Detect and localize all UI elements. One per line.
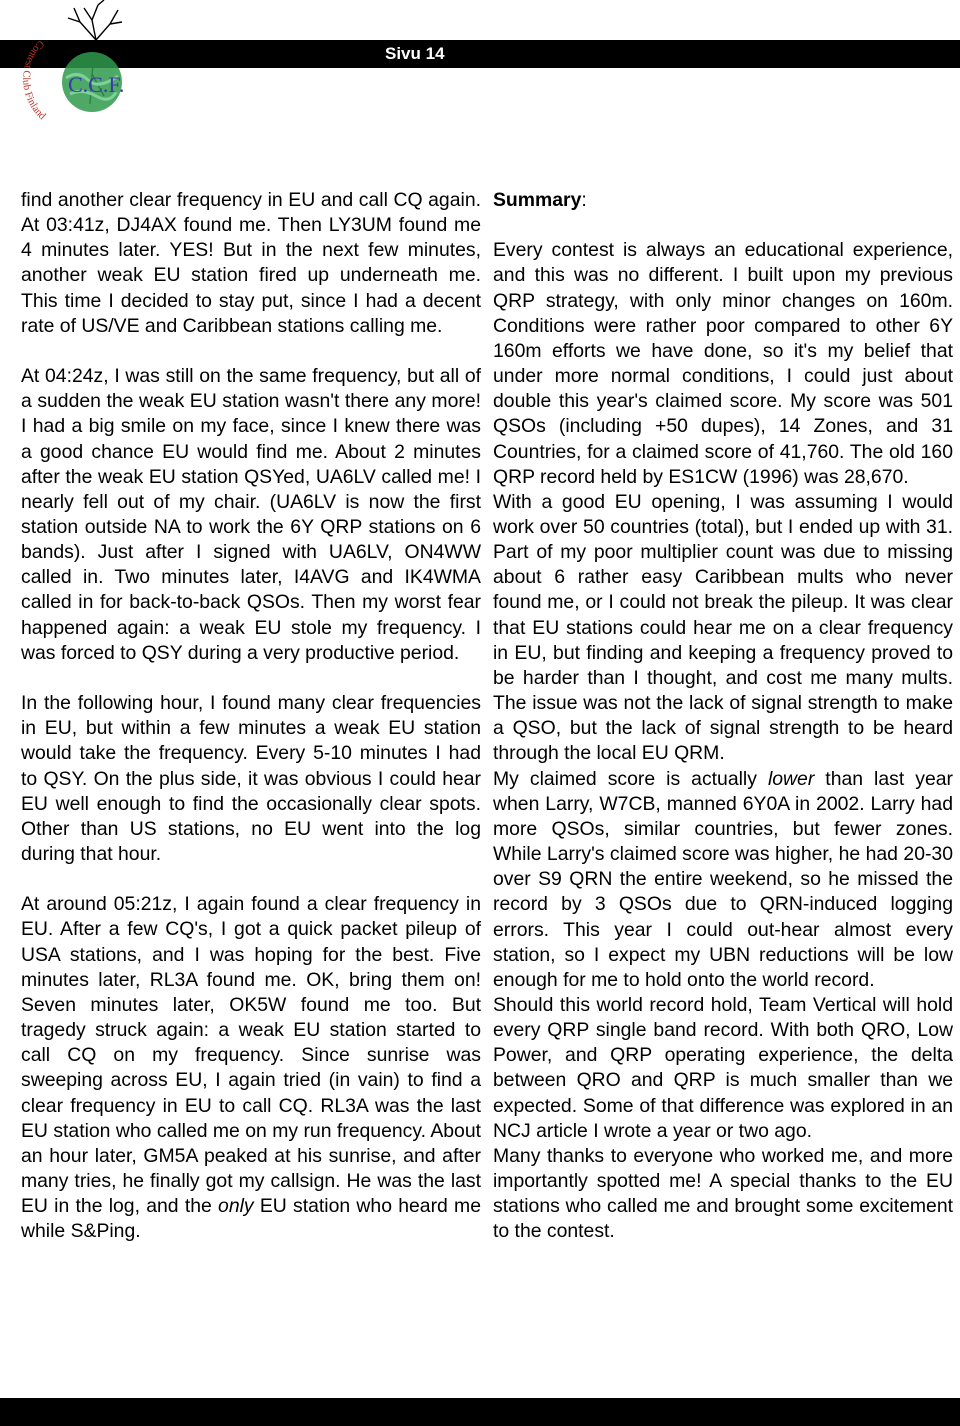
logo-ring-text: Contest Club Finland bbox=[20, 37, 48, 123]
text-run: My claimed score is actually bbox=[493, 767, 768, 790]
text-run: At around 05:21z, I again found a clear frequency in EU. After a few CQ's, I got a quick packet pileup of USA stations, and I was hoping for the best. Five minutes later, RL3A found me. OK, bring them on! Seven minutes later, OK5W found me too. But tragedy struck again: a weak EU station started to call CQ on my frequency. Since sunrise was sweeping across EU, I again tried (in vain) to find a clear frequency in EU to call CQ. RL3A was the last EU station who called me on my run frequency. About an hour later, GM5A peaked at his sunrise, and after many tries, he finally got my callsign. He was the last EU in the log, and the bbox=[21, 893, 481, 1218]
emphasis: only bbox=[218, 1195, 254, 1218]
summary-colon: : bbox=[581, 189, 587, 211]
paragraph: In the following hour, I found many clear frequencies in EU, but within a few minutes a weak EU station would take the frequency. Every 5-10 minutes I had to QSY. On the plus side, it was obvious I could hear EU well enough to find the occasionally clear spots. Other than US stations, no EU went into the log during that hour. bbox=[21, 692, 481, 866]
text-run: EU station who heard me while S&Ping. bbox=[21, 1195, 481, 1243]
summary-heading bbox=[493, 188, 953, 213]
logo-ccf-text: C.C.F. bbox=[68, 72, 125, 97]
paragraph: Should this world record hold, Team Vertical will hold every QRP single band record. With both QRO, Low Power, and QRP operating experience, the delta between QRO and QRP is much smaller than we expected. Some of that difference was explored in an NCJ article I wrote a year or two ago. bbox=[493, 993, 953, 1142]
paragraph: Many thanks to everyone who worked me, and more importantly spotted me! A special thanks to the EU stations who called me and brought some excitement to the contest. bbox=[493, 1144, 953, 1243]
header-bar bbox=[0, 40, 960, 68]
left-column bbox=[21, 188, 481, 1245]
logo-graphic bbox=[18, 0, 130, 128]
contest-club-finland-logo bbox=[18, 0, 130, 128]
footer-bar bbox=[0, 1398, 960, 1426]
paragraph: find another clear frequency in EU and call CQ again. At 03:41z, DJ4AX found me. Then LY3UM found me 4 minutes later. YES! But in the next few minutes, another weak EU station fired up underneath me. This time I decided to stay put, since I had a decent rate of US/VE and Caribbean stations calling me. bbox=[21, 189, 481, 337]
summary-heading-text: Summary bbox=[493, 189, 582, 211]
right-column bbox=[493, 188, 953, 1245]
emphasis: lower bbox=[767, 767, 815, 790]
text-run: than last year when Larry, W7CB, manned 6Y0A in 2002. Larry had more QSOs, similar countries, but fewer zones. While Larry's claimed score was higher, he had 20-30 over S9 QRN the entire weekend, so he missed the record by 3 QSOs due to QRN-induced logging errors. This year I could out-hear almost every station, so I expect my UBN reductions will be low enough for me to hold onto the world record. bbox=[493, 767, 953, 991]
paragraph: With a good EU opening, I was assuming I would work over 50 countries (total), but I ended up with 31. Part of my poor multiplier count was due to missing about 6 rather easy Caribbean mults who never found me, or I could not break the pileup. It was clear that EU stations could hear me on a clear frequency in EU, but finding and keeping a frequency proved to be harder than I thought, and cost me many mults. The issue was not the lack of signal strength to make a QSO, but the lack of signal strength to be heard through the local EU QRM. bbox=[493, 490, 953, 765]
paragraph: At 04:24z, I was still on the same frequency, but all of a sudden the weak EU station wasn't there any more! I had a big smile on my face, since I knew there was a good chance EU would find me. About 2 minutes after the weak EU station QSYed, UA6LV called me! I nearly fell out of my chair. (UA6LV is now the first station outside NA to work the 6Y QRP stations on 6 bands). Just after I signed with UA6LV, ON4WW called in. Two minutes later, I4AVG and IK4WMA called in for back-to-back QSOs. Then my worst fear happened again: a weak EU stole my frequency. I was forced to QSY during a very productive period. bbox=[21, 365, 481, 664]
paragraph bbox=[21, 892, 481, 1244]
paragraph: Every contest is always an educational experience, and this was no different. I built upon my previous QRP strategy, with only minor changes on 160m. Conditions were rather poor compared to other 6Y 160m efforts we have done, so it's my belief that under more normal conditions, I could just about double this year's claimed score. My score was 501 QSOs (including +50 dupes), 14 Zones, and 31 Countries, for a claimed score of 41,760. The old 160 QRP record held by ES1CW (1996) was 28,670. bbox=[493, 239, 953, 488]
page-number: Sivu 14 bbox=[385, 44, 445, 63]
paragraph bbox=[493, 767, 953, 993]
